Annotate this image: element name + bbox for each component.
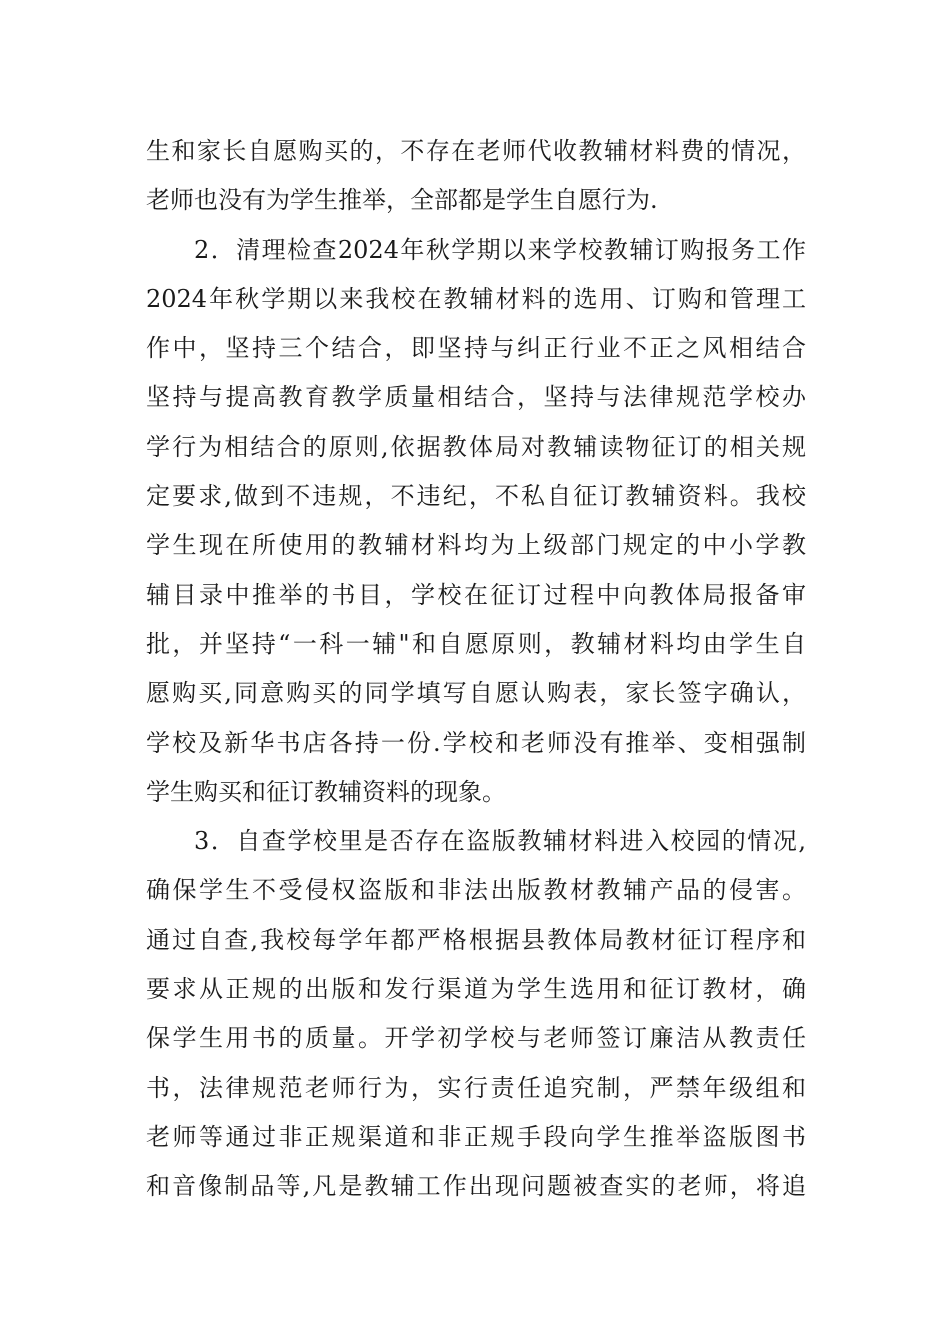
- text-line: 和音像制品等,凡是教辅工作出现问题被查实的老师，将追: [146, 1172, 806, 1201]
- text-line: 书，法律规范老师行为，实行责任追究制，严禁年级组和: [146, 1073, 806, 1102]
- text-line: 要求从正规的出版和发行渠道为学生选用和征订教材，确: [146, 975, 806, 1004]
- text-line: 生和家长自愿购买的，不存在老师代收教辅材料费的情况，: [146, 137, 806, 165]
- text-line: 定要求,做到不违规，不违纪，不私自征订教辅资料。我校: [146, 482, 806, 511]
- text-line: 老师也没有为学生推举，全部都是学生自愿行为.: [146, 186, 658, 215]
- text-line: 保学生用书的质量。开学初学校与老师签订廉洁从教责任: [146, 1024, 806, 1053]
- text-line: 老师等通过非正规渠道和非正规手段向学生推举盗版图书: [146, 1122, 806, 1151]
- body-text: [146, 127, 806, 1212]
- text-line: 愿购买,同意购买的同学填写自愿认购表，家长签字确认，: [146, 679, 806, 708]
- section-heading-2: 2．清理检查2024年秋学期以来学校教辅订购报务工作: [194, 235, 806, 264]
- text-line: 学行为相结合的原则,依据教体局对教辅读物征订的相关规: [146, 432, 806, 461]
- text-line: 学校及新华书店各持一份.学校和老师没有推举、变相强制: [146, 728, 806, 757]
- section-heading-3: 3．自查学校里是否存在盗版教辅材料进入校园的情况,: [194, 827, 806, 856]
- text-line: 学生现在所使用的教辅材料均为上级部门规定的中小学教: [146, 531, 806, 560]
- text-line: 2024年秋学期以来我校在教辅材料的选用、订购和管理工: [146, 284, 806, 313]
- text-line: 坚持与提高教育教学质量相结合，坚持与法律规范学校办: [146, 383, 806, 412]
- text-line: 学生购买和征订教辅资料的现象。: [146, 777, 506, 806]
- text-line: 通过自查,我校每学年都严格根据县教体局教材征订程序和: [146, 925, 806, 954]
- text-line: 批，并坚持“一科一辅"和自愿原则，教辅材料均由学生自: [146, 629, 806, 658]
- text-line: 作中，坚持三个结合，即坚持与纠正行业不正之风相结合: [146, 334, 806, 363]
- text-line: 确保学生不受侵权盗版和非法出版教材教辅产品的侵害。: [146, 876, 806, 905]
- text-line: 辅目录中推举的书目，学校在征订过程中向教体局报备审: [146, 580, 806, 609]
